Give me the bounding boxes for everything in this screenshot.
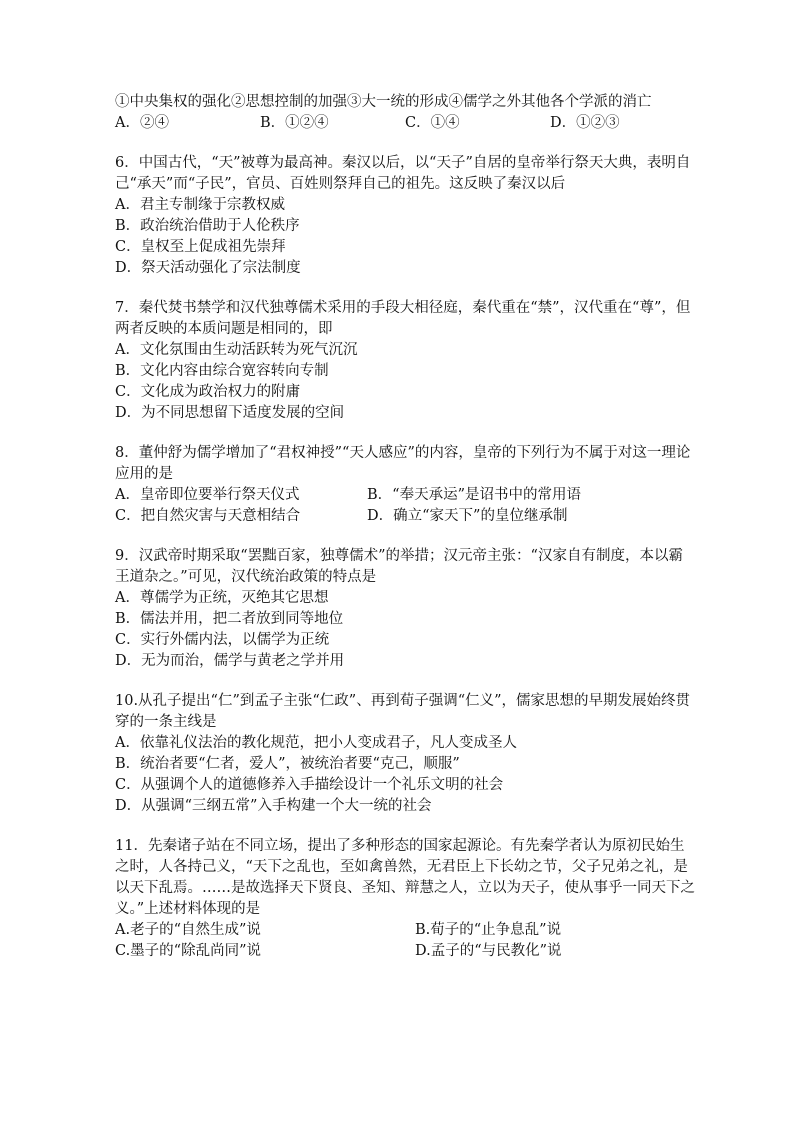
options-list [115, 588, 695, 672]
option-d: D．确立“家天下”的皇位继承制 [367, 508, 568, 524]
option-d: D．①②③ [550, 115, 620, 131]
option-d: D．为不同思想留下适度发展的空间 [115, 405, 345, 421]
option-a: A．②④ [115, 115, 169, 131]
exam-page [115, 92, 695, 981]
question-stem: 9．汉武帝时期采取“罢黜百家，独尊儒术”的举措；汉元帝主张：“汉家自有制度，本以霸王道杂之。”可见，汉代统治政策的特点是 [115, 548, 683, 585]
question-stem: 10.从孔子提出“仁”到孟子主张“仁政”、再到荀子强调“仁义”，儒家思想的早期发展始终贯穿的一条主线是 [115, 693, 691, 730]
question-10 [115, 691, 695, 817]
option-b: B．统治者要“仁者，爱人”，被统治者要“克己，顺服” [115, 756, 460, 772]
question-stem: 7．秦代焚书禁学和汉代独尊儒术采用的手段大相径庭，秦代重在“禁”，汉代重在“尊”，但两者反映的本质问题是相同的，即 [115, 300, 691, 337]
question-8 [115, 443, 695, 527]
option-c: C．皇权至上促成祖先崇拜 [115, 239, 286, 255]
option-c: C.墨子的“除乱尚同”说 [115, 943, 262, 959]
options-list [115, 733, 695, 817]
options-list [115, 195, 695, 279]
option-a: A．依靠礼仪法治的教化规范，把小人变成君子，凡人变成圣人 [115, 735, 517, 751]
option-d: D．祭天活动强化了宗法制度 [115, 260, 301, 276]
options-list [115, 340, 695, 424]
option-b: B．儒法并用，把二者放到同等地位 [115, 611, 344, 627]
options-grid [115, 920, 695, 962]
option-a: A．君主专制缘于宗教权威 [115, 197, 285, 213]
option-b: B．①②④ [260, 115, 329, 131]
option-b: B．文化内容由综合宽容转向专制 [115, 363, 329, 379]
question-stem: 11．先秦诸子站在不同立场，提出了多种形态的国家起源论。有先秦学者认为原初民始生之时，人各持己义，“天下之乱也，至如禽兽然，无君臣上下长幼之节，父子兄弟之礼，是以天下乱焉。……是故选择天下贤良、圣知、辩慧之人，立以为天子，使从事乎一同天下之义。”上述材料体现的是 [115, 838, 695, 917]
option-c: C．从强调个人的道德修养入手描绘设计一个礼乐文明的社会 [115, 777, 504, 793]
option-b: B．政治统治借助于人伦秩序 [115, 218, 300, 234]
option-d: D.孟子的“与民教化”说 [415, 943, 562, 959]
option-d: D．从强调“三纲五常”入手构建一个大一统的社会 [115, 798, 432, 814]
option-b: B.荀子的“止争息乱”说 [415, 922, 562, 938]
question-7 [115, 298, 695, 424]
option-a: A．尊儒学为正统，灭绝其它思想 [115, 590, 329, 606]
option-c: C．把自然灾害与天意相结合 [115, 508, 301, 524]
option-c: C．文化成为政治权力的附庸 [115, 384, 301, 400]
question-stem: 6．中国古代，“天”被尊为最高神。秦汉以后，以“天子”自居的皇帝举行祭天大典，表明自己“承天”而“子民”，官员、百姓则祭拜自己的祖先。这反映了秦汉以后 [115, 155, 691, 192]
question-stem: ①中央集权的强化②思想控制的加强③大一统的形成④儒学之外其他各个学派的消亡 [115, 94, 652, 110]
options-grid [115, 485, 695, 527]
question-stem: 8．董仲舒为儒学增加了“君权神授”“天人感应”的内容，皇帝的下列行为不属于对这一理论应用的是 [115, 445, 691, 482]
option-a: A．文化氛围由生动活跃转为死气沉沉 [115, 342, 358, 358]
question-5 [115, 92, 695, 134]
option-b: B．“奉天承运”是诏书中的常用语 [367, 487, 581, 503]
option-a: A．皇帝即位要举行祭天仪式 [115, 487, 300, 503]
option-d: D．无为而治，儒学与黄老之学并用 [115, 653, 345, 669]
question-9 [115, 546, 695, 672]
option-c: C．实行外儒内法，以儒学为正统 [115, 632, 330, 648]
question-11 [115, 836, 695, 962]
option-a: A.老子的“自然生成”说 [115, 922, 261, 938]
option-c: C．①④ [405, 115, 460, 131]
question-6 [115, 153, 695, 279]
options-row [115, 113, 695, 134]
